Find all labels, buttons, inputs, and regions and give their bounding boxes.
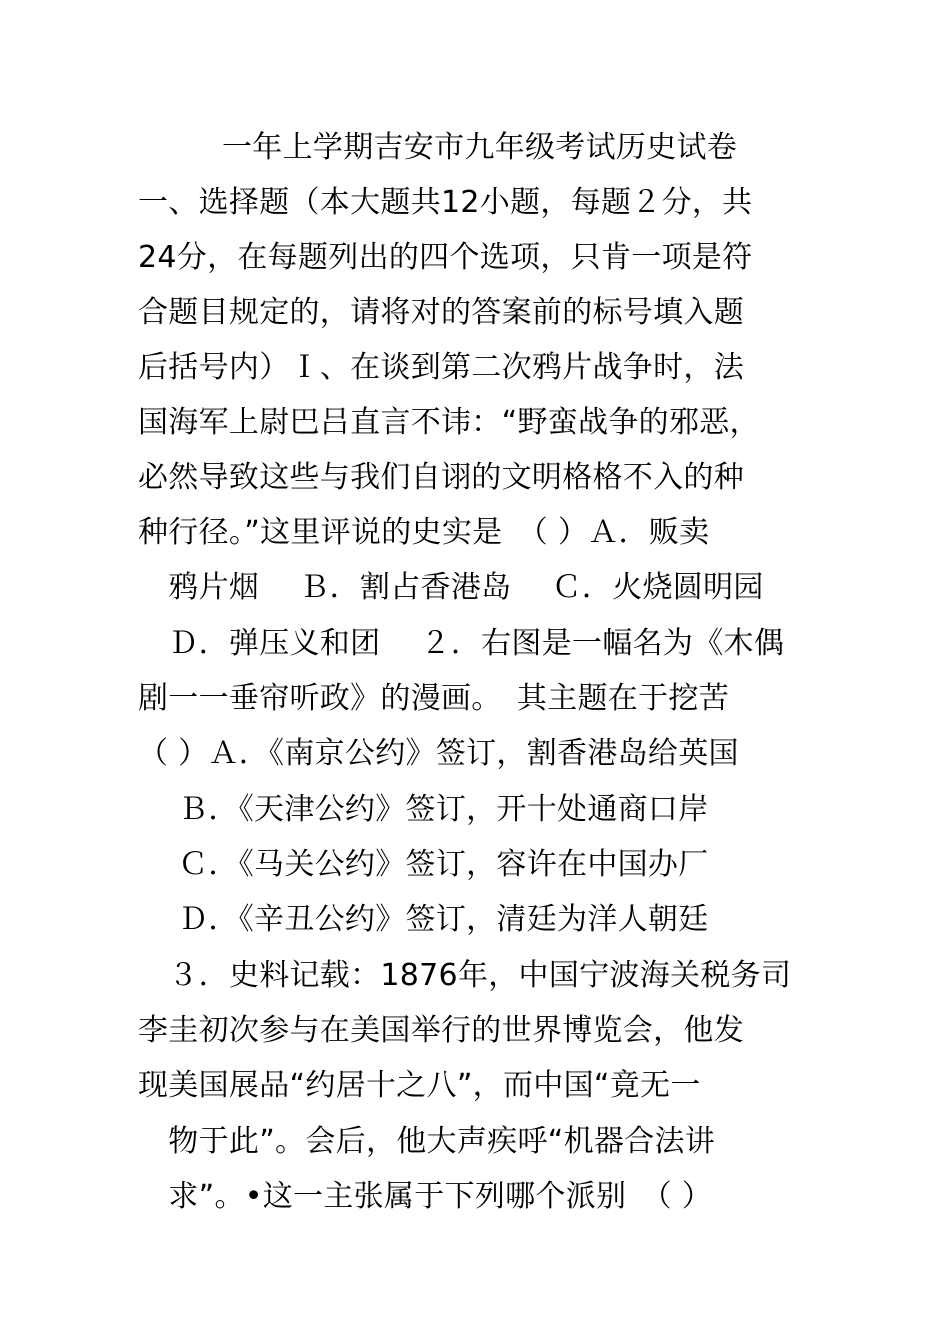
text-line: ３．史料记载：1876年，中国宁波海关税务司 (138, 958, 792, 993)
text-line: 国海军上尉巴吕直言不讳：“野蛮战争的邪恶， (138, 405, 760, 440)
text-line: Ｄ．弹压义和团 ２．右图是一幅名为《木偶 (138, 626, 785, 661)
text-line: 剧一一垂帘听政》的漫画。 其主题在于挖苦 (138, 681, 729, 716)
text-line: Ｃ．《马关公约》签订，容许在中国办厂 (138, 847, 709, 882)
document-title: 一年上学期吉安市九年级考试历史试卷 (222, 130, 738, 165)
text-line: （ ）Ａ．《南京公约》签订，割香港岛给英国 (138, 736, 739, 771)
text-line: 必然导致这些与我们自诩的文明格格不入的种 (138, 460, 744, 495)
text-line: 一、选择题（本大题共12小题，每题２分，共 (138, 185, 753, 220)
text-line: Ｂ．《天津公约》签订，开十处通商口岸 (138, 792, 709, 827)
text-line: 后括号内）Ｉ、在谈到第二次鸦片战争时，法 (138, 350, 744, 385)
text-line: 求”。•这一主张属于下列哪个派别 （ ） (138, 1179, 713, 1214)
text-line: 现美国展品“约居十之八”，而中国“竟无一 (138, 1068, 701, 1103)
text-line: 李圭初次参与在美国举行的世界博览会，他发 (138, 1013, 744, 1048)
text-line: 物于此”。会后，他大声疾呼“机器合法讲 (138, 1124, 716, 1159)
text-line: Ｄ．《辛丑公约》签订，清廷为洋人朝廷 (138, 902, 709, 937)
text-line: 24分，在每题列出的四个选项，只肯一项是符 (138, 240, 753, 275)
text-line: 种行径。”这里评说的史实是 （ ）Ａ．贩卖 (138, 515, 710, 550)
text-line: 鸦片烟 Ｂ．割占香港岛 Ｃ．火烧圆明园 (138, 570, 764, 605)
text-line: 合题目规定的，请将对的答案前的标号填入题 (138, 295, 744, 330)
